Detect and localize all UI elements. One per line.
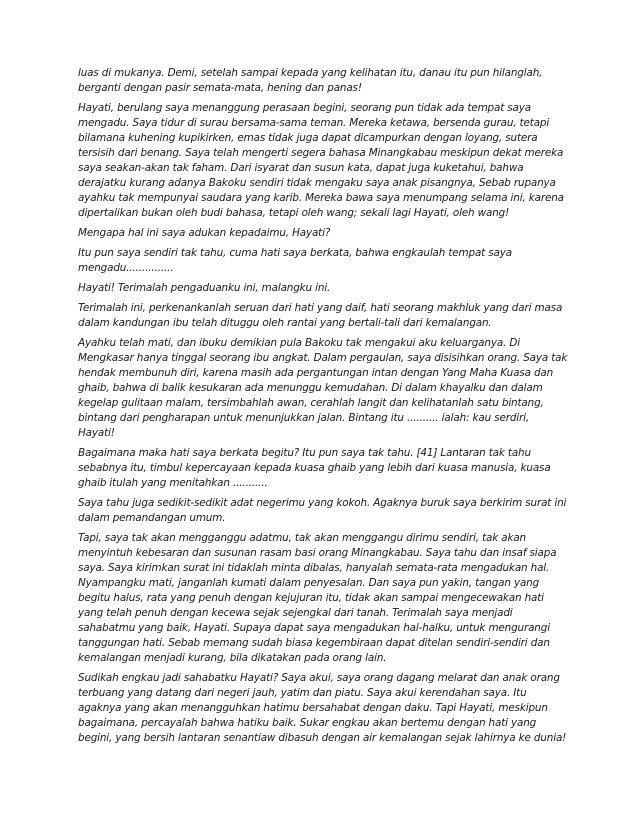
text-line: ghaib itulah yang menitahkan ........... [78,477,268,489]
paragraph [78,281,578,296]
text-line: menyintuh kebesaran dan susunan rasam basi orang Minangkabau. Saya tahu dan insaf siapa [78,547,557,559]
text-line: mengadu. Saya tidur di surau bersama-sama teman. Mereka ketawa, bersenda gurau, tetapi [78,117,550,129]
paragraph [78,446,578,491]
text-line: Bagaimana maka hati saya berkata begitu? Itu pun saya tak tahu. [41] Lantaran tak tahu [78,447,531,459]
text-line: mengadu............... [78,262,174,274]
text-line: Nyampangku mati, janganlah kumati dalam penyesalan. Dan saya pun yakin, tangan yang [78,577,540,589]
text-line: Mengapa hal ini saya adukan kepadaimu, Hayati? [78,227,331,239]
text-line: terbuang yang datang dari negeri jauh, yatim dan piatu. Saya akui kerendahan saya. Itu [78,687,527,699]
text-line: sebabnya itu, timbul kepercayaan kepada kuasa ghaib yang lebih dari kuasa manusia, kuasa [78,462,551,474]
text-line: bintang dari pengharapan untuk menunjukkan jalan. Bintang itu .......... ialah: kau serdiri, [78,412,530,424]
text-line: yang telah penuh dengan kecewa sejak sejengkal dari tanah. Terimalah saya menjadi [78,607,513,619]
text-line: tersisih dari benang. Saya telah mengerti segera bahasa Minangkabau meskipun dekat mereka [78,147,564,159]
text-line: Itu pun saya sendiri tak tahu, cuma hati saya berkata, bahwa engkaulah tempat saya [78,247,512,259]
text-line: saya seakan-akan tak faham. Dari isyarat dan susun kata, dapat juga kuketahui, bahwa [78,162,524,174]
paragraph [78,496,578,526]
text-line: Mengkasar hanya tinggal seorang ibu angkat. Dalam pergaulan, saya disisihkan orang. Saya tak [78,352,568,364]
paragraph [78,671,578,746]
text-line: sahabatmu yang baik, Hayati. Supaya dapat saya mengadukan hal-halku, untuk mengurangi [78,622,550,634]
paragraph [78,336,578,441]
text-line: berganti dengan pasir semata-mata, hening dan panas! [78,82,362,94]
text-line: Sudikah engkau jadi sahabatku Hayati? Saya akui, saya orang dagang melarat dan anak orang [78,672,560,684]
paragraph [78,226,578,241]
text-line: luas di mukanya. Demi, setelah sampai kepada yang kelihatan itu, danau itu pun hilanglah, [78,67,543,79]
text-line: Saya tahu juga sedikit-sedikit adat negerimu yang kokoh. Agaknya buruk saya berkirim surat ini [78,497,567,509]
text-line: tanggungan hati. Sebab memang sudah biasa kegembiraan dapat ditelan sendiri-sendiri dan [78,637,550,649]
text-line: bilamana kuhening kupikirken, emas tidak juga dapat dicampurkan dengan loyang, sutera [78,132,538,144]
text-line: Ayahku telah mati, dan ibuku demikian pula Bakoku tak mengakui aku keluarganya. Di [78,337,520,349]
paragraph [78,531,578,666]
text-line: saya. Saya kirimkan surat ini tidaklah minta dibalas, hanyalah semata-rata mengadukan hal. [78,562,550,574]
text-line: dipertalikan bukan oleh budi bahasa, tetapi oleh wang; sekali lagi Hayati, oleh wang! [78,207,510,219]
text-line: ghaib, bahwa di balik kesukaran ada menunggu kemudahan. Di dalam khayalku dan dalam [78,382,543,394]
text-line: Hayati! Terimalah pengaduanku ini, malangku ini. [78,282,331,294]
paragraph [78,66,578,96]
text-line: hendak membunuh diri, karena masih ada pergantungan intan dengan Yang Maha Kuasa dan [78,367,554,379]
text-line: begitu halus, rata yang penuh dengan kejujuran itu, tidak akan sampai mengecewakan hati [78,592,544,604]
text-line: derajatku kurang adanya Bakoku sendiri tidak mengaku saya anak pisangnya, Sebab rupanya [78,177,556,189]
text-line: ayahku tak mempunyai saudara yang karib. Mereka bawa saya menumpang selama ini, karena [78,192,564,204]
text-line: agaknya yang akan menangguhkan hatimu bersahabat dengan daku. Tapi Hayati, meskipun [78,702,548,714]
text-line: Tapi, saya tak akan mengganggu adatmu, tak akan menggangu dirimu sendiri, tak akan [78,532,526,544]
text-line: kegelap gulitaan malam, tersimbahlah awan, cerahlah langit dan kelihatanlah satu bintang, [78,397,544,409]
document-page [78,66,578,751]
text-line: dalam pemandangan umum. [78,512,226,524]
text-line: begini, yang bersih lantaran senantiaw dibasuh dengan air kemalangan sejak lahirnya ke dunia! [78,732,567,744]
text-line: bagaimana, percayalah bahwa hatiku baik. Sukar engkau akan bertemu dengan hati yang [78,717,537,729]
paragraph [78,101,578,221]
text-line: Hayati, berulang saya menanggung perasaan begini, seorang pun tidak ada tempat saya [78,102,531,114]
text-line: dalam kandungan ibu telah dituggu oleh rantai yang bertali-tali dari kemalangan. [78,317,492,329]
paragraph [78,301,578,331]
text-line: Hayati! [78,427,115,439]
text-line: kemalangan menjadi kurang, bila dikatakan pada orang lain. [78,652,387,664]
paragraph [78,246,578,276]
text-line: Terimalah ini, perkenankanlah seruan dari hati yang daif, hati seorang makhluk yang dari masa [78,302,563,314]
